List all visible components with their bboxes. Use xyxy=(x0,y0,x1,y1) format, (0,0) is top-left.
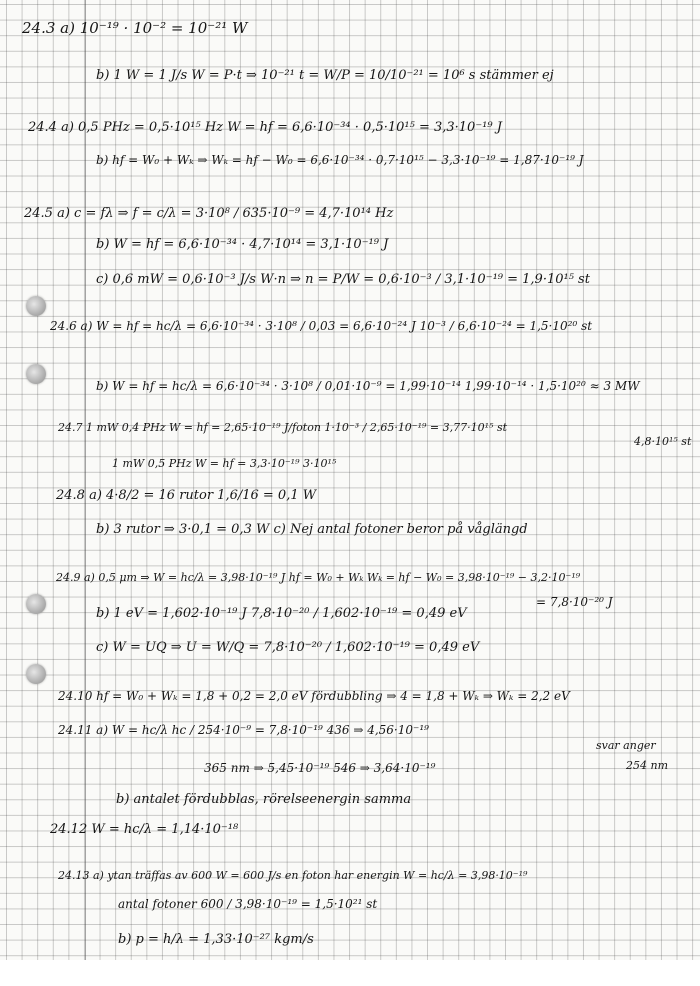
punch-hole xyxy=(26,296,46,316)
answer-24-11-note: svar anger xyxy=(596,739,656,752)
answer-24-9-b: b) 1 eV = 1,602·10⁻¹⁹ J 7,8·10⁻²⁰ / 1,602·10⁻¹⁹ = 0,49 eV xyxy=(96,606,467,621)
margin-line xyxy=(85,0,86,960)
answer-24-8-a: 24.8 a) 4·8/2 = 16 rutor 1,6/16 = 0,1 W xyxy=(56,488,317,503)
answer-24-7-row2: 1 mW 0,5 PHz W = hf = 3,3·10⁻¹⁹ 3·10¹⁵ xyxy=(112,457,337,470)
answer-24-7-row1: 24.7 1 mW 0,4 PHz W = hf = 2,65·10⁻¹⁹ J/foton 1·10⁻³ / 2,65·10⁻¹⁹ = 3,77·10¹⁵ st xyxy=(58,421,508,434)
answer-24-12: 24.12 W = hc/λ = 1,14·10⁻¹⁸ xyxy=(50,822,239,837)
answer-24-11-b: b) antalet fördubblas, rörelseenergin samma xyxy=(116,792,412,807)
answer-24-6-b: b) W = hf = hc/λ = 6,6·10⁻³⁴ · 3·10⁸ / 0,01·10⁻⁹ = 1,99·10⁻¹⁴ 1,99·10⁻¹⁴ · 1,5·10²⁰ ≈ 3 MW xyxy=(96,379,640,393)
answer-24-13-b: b) p = h/λ = 1,33·10⁻²⁷ kgm/s xyxy=(118,932,314,947)
answer-24-9-a: 24.9 a) 0,5 μm ⇒ W = hc/λ = 3,98·10⁻¹⁹ J hf = W₀ + Wₖ Wₖ = hf − W₀ = 3,98·10⁻¹⁹ − 3,2·10⁻¹⁹ xyxy=(56,571,581,584)
answer-24-11-note-2: 254 nm xyxy=(626,759,669,772)
answer-24-3-b: b) 1 W = 1 J/s W = P·t ⇒ 10⁻²¹ t = W/P = 10/10⁻²¹ = 10⁶ s stämmer ej xyxy=(96,68,554,83)
answer-24-8-bc: b) 3 rutor ⇒ 3·0,1 = 0,3 W c) Nej antal fotoner beror på våglängd xyxy=(96,522,528,537)
answer-24-9-a-result: = 7,8·10⁻²⁰ J xyxy=(536,595,613,609)
answer-24-4-b: b) hf = W₀ + Wₖ ⇒ Wₖ = hf − W₀ = 6,6·10⁻³⁴ · 0,7·10¹⁵ − 3,3·10⁻¹⁹ = 1,87·10⁻¹⁹ J xyxy=(96,153,584,167)
answer-24-7-side: 4,8·10¹⁵ st xyxy=(634,435,692,448)
answer-24-5-b: b) W = hf = 6,6·10⁻³⁴ · 4,7·10¹⁴ = 3,1·10⁻¹⁹ J xyxy=(96,237,389,252)
answer-24-3-a: 24.3 a) 10⁻¹⁹ · 10⁻² = 10⁻²¹ W xyxy=(22,19,248,37)
punch-hole xyxy=(26,594,46,614)
answer-24-11-a-row2: 365 nm ⇒ 5,45·10⁻¹⁹ 546 ⇒ 3,64·10⁻¹⁹ xyxy=(204,761,436,775)
answer-24-5-a: 24.5 a) c = fλ ⇒ f = c/λ = 3·10⁸ / 635·10⁻⁹ = 4,7·10¹⁴ Hz xyxy=(24,206,394,221)
punch-hole xyxy=(26,664,46,684)
answer-24-6-a: 24.6 a) W = hf = hc/λ = 6,6·10⁻³⁴ · 3·10⁸ / 0,03 = 6,6·10⁻²⁴ J 10⁻³ / 6,6·10⁻²⁴ = 1,5·10²⁰ st xyxy=(50,319,593,333)
answer-24-13-a-count: antal fotoner 600 / 3,98·10⁻¹⁹ = 1,5·10²¹ st xyxy=(118,897,378,911)
answer-24-10: 24.10 hf = W₀ + Wₖ = 1,8 + 0,2 = 2,0 eV fördubbling ⇒ 4 = 1,8 + Wₖ ⇒ Wₖ = 2,2 eV xyxy=(58,689,570,703)
answer-24-5-c: c) 0,6 mW = 0,6·10⁻³ J/s W·n ⇒ n = P/W = 0,6·10⁻³ / 3,1·10⁻¹⁹ = 1,9·10¹⁵ st xyxy=(96,272,590,287)
answer-24-4-a: 24.4 a) 0,5 PHz = 0,5·10¹⁵ Hz W = hf = 6,6·10⁻³⁴ · 0,5·10¹⁵ = 3,3·10⁻¹⁹ J xyxy=(28,120,502,135)
page-bottom-edge xyxy=(0,960,700,986)
punch-hole xyxy=(26,364,46,384)
answer-24-9-c: c) W = UQ ⇒ U = W/Q = 7,8·10⁻²⁰ / 1,602·10⁻¹⁹ = 0,49 eV xyxy=(96,640,480,655)
answer-24-11-a: 24.11 a) W = hc/λ hc / 254·10⁻⁹ = 7,8·10⁻¹⁹ 436 ⇒ 4,56·10⁻¹⁹ xyxy=(58,723,429,737)
answer-24-13-a: 24.13 a) ytan träffas av 600 W = 600 J/s en foton har energin W = hc/λ = 3,98·10⁻¹⁹ xyxy=(58,869,528,882)
